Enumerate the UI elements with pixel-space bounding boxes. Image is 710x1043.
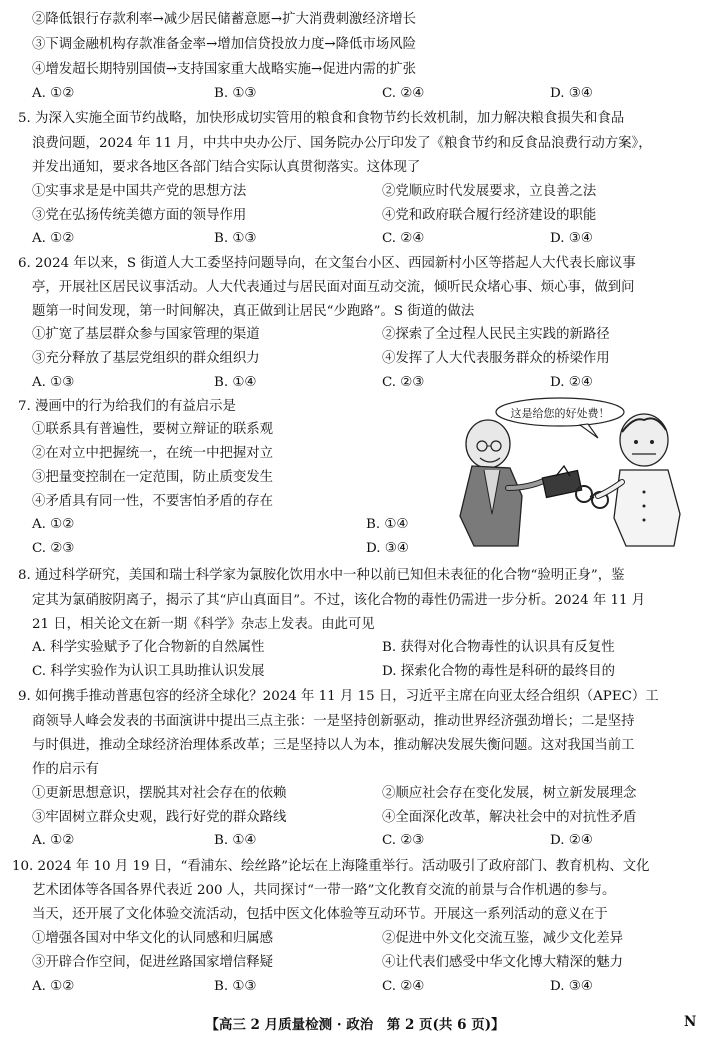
option-2: ②降低银行存款利率→减少居民储蓄意愿→扩大消费刺激经济增长 bbox=[32, 12, 416, 27]
q9-choice-c: C. ②③ bbox=[382, 833, 425, 848]
q9-stem-3: 与时俱进，推动全球经济治理体系改革；三是坚持以人为本，推动解决发展失衡问题。这对我国当前工 bbox=[32, 738, 635, 753]
q10-choice-c: C. ②④ bbox=[382, 979, 425, 994]
q7-statement-4: ④矛盾具有同一性，不要害怕矛盾的存在 bbox=[32, 494, 274, 509]
q9-choice-a: A. ①② bbox=[32, 833, 75, 848]
q6-statement-3: ③充分释放了基层党组织的群众组织力 bbox=[32, 351, 260, 366]
q9-stem-2: 商领导人峰会发表的书面演讲中提出三点主张：一是坚持创新驱动，推动世界经济强劲增长；二是坚持 bbox=[32, 714, 635, 729]
q9-statement-3: ③牢固树立群众史观，践行好党的群众路线 bbox=[32, 810, 287, 825]
q10-choice-b: B. ①③ bbox=[214, 979, 257, 994]
q5-stem-2: 浪费问题，2024 年 11 月，中共中央办公厅、国务院办公厅印发了《粮食节约和反食品浪费行动方案》， bbox=[32, 136, 652, 151]
q6-statement-2: ②探索了全过程人民民主实践的新路径 bbox=[382, 327, 610, 342]
q10-statement-2: ②促进中外文化交流互鉴，减少文化差异 bbox=[382, 931, 624, 946]
q5-stem-1: 5. 为深入实施全面节约战略，加快形成切实管用的粮食和食物节约长效机制，加力解决粮食损失和食品 bbox=[18, 111, 625, 126]
cartoon-image bbox=[448, 396, 700, 548]
q9-choice-b: B. ①④ bbox=[214, 833, 257, 848]
q7-choice-a: A. ①② bbox=[32, 517, 75, 532]
q5-statement-1: ①实事求是是中国共产党的思想方法 bbox=[32, 184, 247, 199]
q10-statement-3: ③开辟合作空间，促进丝路国家增信释疑 bbox=[32, 955, 274, 970]
choice-b: B. ①③ bbox=[214, 86, 257, 101]
choice-d: D. ③④ bbox=[550, 86, 593, 101]
q9-statement-4: ④全面深化改革，解决社会中的对抗性矛盾 bbox=[382, 810, 637, 825]
q6-choice-c: C. ②③ bbox=[382, 375, 425, 390]
q9-statement-2: ②顺应社会存在变化发展，树立新发展理念 bbox=[382, 786, 637, 801]
q8-choice-a: A. 科学实验赋予了化合物新的自然属性 bbox=[32, 640, 265, 655]
q6-choice-d: D. ②④ bbox=[550, 375, 593, 390]
q10-stem-1: 10. 2024 年 10 月 19 日，“看浦东、绘丝路”论坛在上海隆重举行。活动吸引了政府部门、教育机构、文化 bbox=[12, 859, 650, 874]
q5-choice-b: B. ①③ bbox=[214, 231, 257, 246]
choice-a: A. ①② bbox=[32, 86, 75, 101]
footer-corner-mark: N bbox=[684, 1014, 697, 1030]
choice-c: C. ②④ bbox=[382, 86, 425, 101]
q6-statement-1: ①扩宽了基层群众参与国家管理的渠道 bbox=[32, 327, 260, 342]
q9-choice-d: D. ②④ bbox=[550, 833, 593, 848]
q7-statement-2: ②在对立中把握统一，在统一中把握对立 bbox=[32, 446, 274, 461]
q7-statement-1: ①联系具有普遍性，要树立辩证的联系观 bbox=[32, 422, 274, 437]
q10-statement-4: ④让代表们感受中华文化博大精深的魅力 bbox=[382, 955, 624, 970]
cartoon-illustration bbox=[448, 396, 700, 548]
q6-stem-1: 6. 2024 年以来，S 街道人大工委坚持问题导向，在文玺台小区、西园新村小区等搭起人大代表长廊议事 bbox=[18, 256, 636, 271]
q7-choice-d: D. ③④ bbox=[366, 541, 409, 556]
right-figure bbox=[598, 414, 680, 546]
q7-choice-c: C. ②③ bbox=[32, 541, 75, 556]
q10-statement-1: ①增强各国对中华文化的认同感和归属感 bbox=[32, 931, 274, 946]
gift-with-handcuffs bbox=[542, 466, 608, 508]
q8-choice-c: C. 科学实验作为认识工具助推认识发展 bbox=[32, 664, 265, 679]
q10-choice-a: A. ①② bbox=[32, 979, 75, 994]
speech-text: 这是给您的好处费！ bbox=[510, 407, 610, 420]
q9-statement-1: ①更新思想意识，摆脱其对社会存在的依赖 bbox=[32, 786, 287, 801]
q6-choice-a: A. ①③ bbox=[32, 375, 75, 390]
q9-stem-1: 9. 如何携手推动普惠包容的经济全球化？2024 年 11 月 15 日，习近平主席在向亚太经合组织（APEC）工 bbox=[18, 689, 659, 704]
q5-statement-2: ②党顺应时代发展要求，立良善之法 bbox=[382, 184, 597, 199]
q10-choice-d: D. ③④ bbox=[550, 979, 593, 994]
q5-stem-3: 并发出通知，要求各地区各部门结合实际认真贯彻落实。这体现了 bbox=[32, 160, 421, 175]
q5-choice-d: D. ③④ bbox=[550, 231, 593, 246]
q8-stem-3: 21 日，相关论文在新一期《科学》杂志上发表。由此可见 bbox=[32, 617, 375, 632]
q5-statement-3: ③党在弘扬传统美德方面的领导作用 bbox=[32, 208, 247, 223]
q7-choice-b: B. ①④ bbox=[366, 517, 409, 532]
q9-stem-4: 作的启示有 bbox=[32, 762, 99, 777]
q8-stem-2: 定其为氯硝胺阴离子，揭示了其“庐山真面目”。不过，该化合物的毒性仍需进一步分析。2024 年 11 月 bbox=[32, 593, 646, 608]
q10-stem-2: 艺术团体等各国各界代表近 200 人，共同探讨“一带一路”文化教育交流的前景与合作机遇的参与。 bbox=[32, 883, 616, 898]
q10-stem-3: 当天，还开展了文化体验交流活动，包括中医文化体验等互动环节。开展这一系列活动的意义在于 bbox=[32, 907, 608, 922]
q5-choice-c: C. ②④ bbox=[382, 231, 425, 246]
q6-stem-2: 亭，开展社区居民议事活动。人大代表通过与居民面对面互动交流，倾听民众堵心事、烦心事，做到问 bbox=[32, 280, 635, 295]
option-3: ③下调金融机构存款准备金率→增加信贷投放力度→降低市场风险 bbox=[32, 37, 416, 52]
q7-statement-3: ③把量变控制在一定范围，防止质变发生 bbox=[32, 470, 274, 485]
q8-choice-b: B. 获得对化合物毒性的认识具有反复性 bbox=[382, 640, 615, 655]
q6-statement-4: ④发挥了人大代表服务群众的桥梁作用 bbox=[382, 351, 610, 366]
q8-stem-1: 8. 通过科学研究，美国和瑞士科学家为氯胺化饮用水中一种以前已知但未表征的化合物“验明正身”，鉴 bbox=[18, 568, 625, 583]
q5-statement-4: ④党和政府联合履行经济建设的职能 bbox=[382, 208, 597, 223]
q5-choice-a: A. ①② bbox=[32, 231, 75, 246]
q8-choice-d: D. 探索化合物的毒性是科研的最终目的 bbox=[382, 664, 616, 679]
q6-stem-3: 题第一时间发现，第一时间解决，真正做到让居民“少跑路”。S 街道的做法 bbox=[32, 304, 475, 319]
q6-choice-b: B. ①④ bbox=[214, 375, 257, 390]
q7-stem: 7. 漫画中的行为给我们的有益启示是 bbox=[18, 399, 236, 414]
option-4: ④增发超长期特别国债→支持国家重大战略实施→促进内需的扩张 bbox=[32, 62, 416, 77]
page-footer: 【高三 2 月质量检测 · 政治 第 2 页(共 6 页)】 bbox=[205, 1017, 505, 1033]
left-figure bbox=[460, 420, 546, 546]
